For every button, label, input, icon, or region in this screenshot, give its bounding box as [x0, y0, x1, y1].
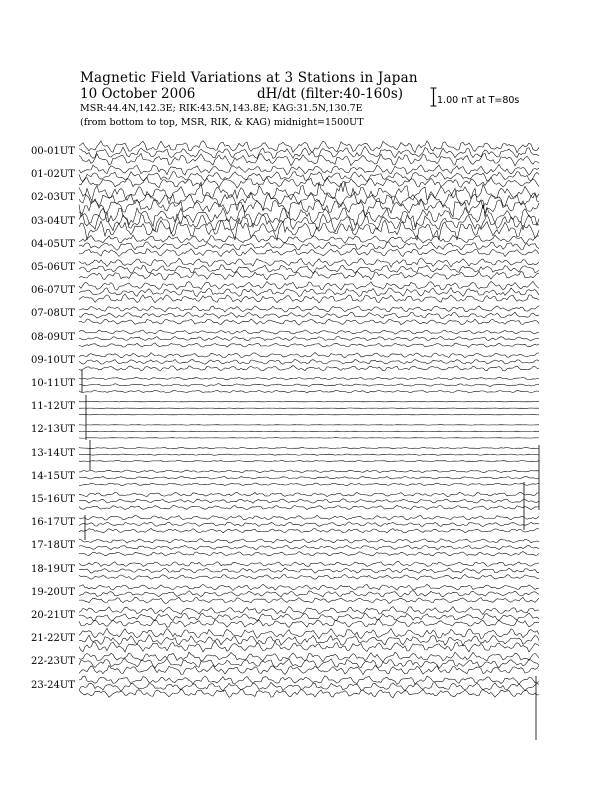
chart-quantity: dH/dt (filter:40-160s)	[257, 86, 404, 102]
trace-KAG-10-11UT	[79, 390, 539, 393]
row-label-15-16UT: 15-16UT	[31, 494, 75, 505]
trace-KAG-13-14UT	[79, 460, 539, 461]
trace-RIK-06-07UT	[79, 288, 539, 297]
trace-KAG-08-09UT	[79, 343, 539, 348]
row-label-13-14UT: 13-14UT	[31, 447, 75, 459]
station-coordinates: MSR:44.4N,142.3E; RIK:43.5N,143.8E; KAG:31.5N,130.7E	[80, 103, 363, 114]
trace-KAG-16-17UT	[79, 528, 539, 533]
trace-MSR-06-07UT	[79, 281, 539, 290]
trace-KAG-05-06UT	[79, 271, 539, 280]
trace-RIK-09-10UT	[79, 359, 539, 364]
trace-RIK-21-22UT	[79, 635, 539, 646]
row-label-12-13UT: 12-13UT	[31, 424, 75, 436]
trace-MSR-00-01UT	[79, 141, 539, 153]
trace-KAG-19-20UT	[79, 597, 539, 603]
trace-MSR-21-22UT	[79, 628, 539, 639]
row-label-22-23UT: 22-23UT	[31, 656, 75, 668]
trace-KAG-17-18UT	[79, 552, 539, 556]
row-label-01-02UT: 01-02UT	[31, 169, 75, 181]
row-label-03-04UT: 03-04UT	[31, 215, 75, 227]
row-label-07-08UT: 07-08UT	[31, 308, 75, 320]
trace-MSR-05-06UT	[79, 258, 539, 267]
trace-KAG-21-22UT	[79, 641, 539, 652]
station-order-note: (from bottom to top, MSR, RIK, & KAG) midnight=1500UT	[80, 117, 364, 128]
trace-KAG-15-16UT	[79, 506, 539, 510]
row-label-18-19UT: 18-19UT	[31, 563, 75, 575]
row-label-04-05UT: 04-05UT	[31, 238, 75, 250]
trace-MSR-16-17UT	[79, 515, 539, 520]
trace-KAG-04-05UT	[79, 248, 539, 257]
trace-RIK-07-08UT	[79, 312, 539, 318]
trace-KAG-03-04UT	[79, 218, 539, 240]
trace-RIK-17-18UT	[79, 545, 539, 549]
trace-RIK-19-20UT	[79, 591, 539, 597]
trace-RIK-15-16UT	[79, 499, 539, 503]
trace-MSR-01-02UT	[79, 164, 539, 175]
trace-MSR-19-20UT	[79, 584, 539, 590]
trace-MSR-07-08UT	[79, 306, 539, 312]
row-label-14-15UT: 14-15UT	[31, 470, 75, 482]
row-label-19-20UT: 19-20UT	[31, 586, 75, 598]
trace-MSR-23-24UT	[79, 676, 539, 685]
trace-RIK-02-03UT	[79, 188, 539, 210]
trace-MSR-09-10UT	[79, 353, 539, 358]
trace-KAG-09-10UT	[79, 366, 539, 371]
row-label-00-01UT: 00-01UT	[31, 146, 75, 157]
row-label-06-07UT: 06-07UT	[31, 285, 75, 297]
row-label-20-21UT: 20-21UT	[31, 610, 75, 621]
trace-KAG-20-21UT	[79, 619, 539, 627]
trace-KAG-06-07UT	[79, 294, 539, 303]
row-label-02-03UT: 02-03UT	[31, 192, 75, 204]
row-label-05-06UT: 05-06UT	[31, 262, 75, 273]
trace-MSR-17-18UT	[79, 539, 539, 544]
row-label-11-12UT: 11-12UT	[31, 401, 75, 413]
trace-KAG-14-15UT	[79, 483, 539, 486]
row-label-21-22UT: 21-22UT	[31, 633, 75, 645]
chart-title: Magnetic Field Variations at 3 Stations in Japan	[80, 70, 418, 86]
row-label-23-24UT: 23-24UT	[31, 679, 75, 691]
trace-KAG-07-08UT	[79, 319, 539, 325]
chart-date: 10 October 2006	[80, 86, 196, 102]
row-label-10-11UT: 10-11UT	[31, 378, 75, 389]
trace-MSR-14-15UT	[79, 470, 539, 473]
trace-MSR-10-11UT	[79, 377, 539, 380]
trace-MSR-20-21UT	[79, 607, 539, 615]
row-label-16-17UT: 16-17UT	[31, 517, 75, 529]
trace-RIK-14-15UT	[79, 476, 539, 479]
row-label-08-09UT: 08-09UT	[31, 331, 75, 343]
trace-KAG-18-19UT	[79, 574, 539, 579]
trace-KAG-22-23UT	[79, 665, 539, 674]
trace-RIK-13-14UT	[79, 454, 539, 455]
trace-KAG-23-24UT	[79, 689, 539, 698]
trace-RIK-08-09UT	[79, 336, 539, 340]
trace-RIK-05-06UT	[79, 265, 539, 274]
trace-MSR-04-05UT	[79, 235, 539, 243]
trace-RIK-22-23UT	[79, 658, 539, 668]
trace-RIK-10-11UT	[79, 384, 539, 387]
trace-RIK-03-04UT	[79, 212, 539, 234]
scale-label: 1.00 nT at T=80s	[437, 95, 520, 106]
trace-RIK-18-19UT	[79, 568, 539, 573]
row-label-17-18UT: 17-18UT	[31, 540, 75, 552]
trace-MSR-13-14UT	[79, 447, 539, 448]
trace-MSR-15-16UT	[79, 492, 539, 496]
row-label-09-10UT: 09-10UT	[31, 354, 75, 366]
trace-RIK-23-24UT	[79, 682, 539, 691]
trace-MSR-08-09UT	[79, 330, 539, 334]
trace-MSR-18-19UT	[79, 562, 539, 567]
trace-RIK-16-17UT	[79, 522, 539, 527]
trace-RIK-20-21UT	[79, 613, 539, 621]
trace-KAG-02-03UT	[79, 198, 539, 217]
